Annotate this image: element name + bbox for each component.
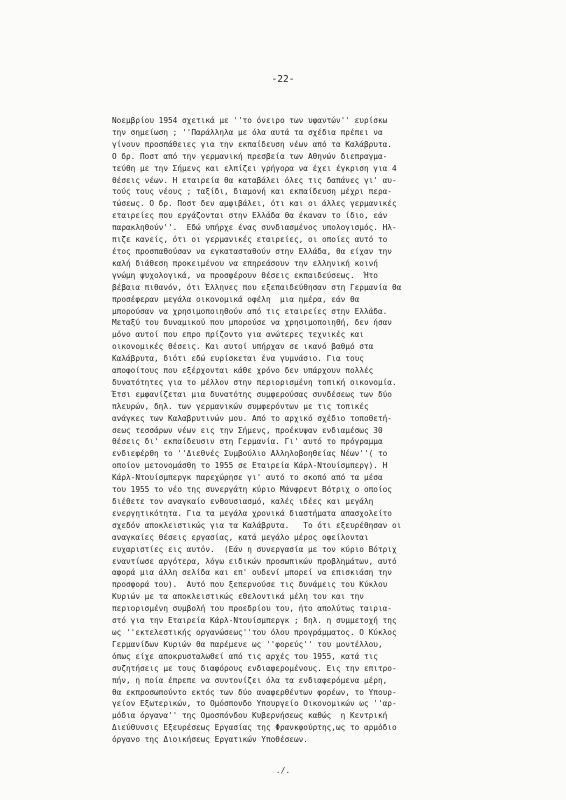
body-text — [112, 115, 542, 746]
text-line: μόνο αυτοί που επρο πρίζοντο για ανώτερες τεχνικές και — [112, 330, 364, 340]
text-line: μπορούσαν να χρησιμοποιηθούν από τις εταιρείες στην Ελλάδα. — [112, 306, 388, 316]
text-line: εναντίωσε αργότερα, λόγω ειδικών προσωπικών προβλημάτων, αυτό — [112, 556, 397, 566]
text-line: προσφορά του). Αυτό που ξεπερνούσε τις δυνάμεις του Κύκλου — [112, 580, 388, 590]
text-line: οικονομικές θέσεις. Και αυτοί υπήρχαν σε ικανό βαθμό στα — [112, 342, 374, 352]
text-line: ως ''εκτελεστικής οργανώσεως''του όλου προγράμματος. Ο Κύκλος — [112, 627, 397, 637]
text-line: ενεργητικότητα. Για τα μεγάλα χρονικά διαστήματα απασχολείτο — [112, 508, 392, 518]
text-line: Κυριών με τα αποκλειστικώς εθελοντικά μέλη του και την — [112, 592, 364, 602]
text-line: δυνατότητες για το μέλλον στην περιορισμένη τοπική οικονομία. — [112, 377, 397, 387]
text-line: τώσεως. Ο δρ. Ποστ δεν αμφιβάλει, ότι και οι άλλες γερμανικές — [112, 199, 397, 209]
text-line: Έτσι εμφανίζεται μια δυνατότης συμφερούσας συνδέσεως των δύο — [112, 389, 392, 399]
text-line: αφορά μια άλλη σελίδα και επ' ουδενί μπορεί να επισκιάση την — [112, 568, 392, 578]
text-line: μόδια όργανα'' της Ομοσπόνδου Κυβερνήσεως καθώς η Κεντρική — [112, 711, 388, 721]
text-line: όργανο της Διοικήσεως Εργατικών Υποθέσεων. — [112, 735, 308, 745]
text-line: Διεύθυνσις Εξευρέσεως Εργασίας της Φρανκφούρτης,ως το αρμόδιο — [112, 723, 397, 733]
text-line: ενδιεφέρθη το ''Διεθνές Συμβούλιο Αλληλοβοηθείας Νέων''( το — [112, 449, 388, 459]
text-line: Μεταξύ του δυναμικού που μπορούσε να χρησιμοποιηθή, δεν ήσαν — [112, 318, 392, 328]
text-line: σχεδόν αποκλειστικώς για τα Καλάβρυτα. Το ότι εξευρέθησαν οι — [112, 520, 402, 530]
text-line: στό για την Εταιρεία Κάρλ-Ντουίσμπεργκ ; δηλ. η συμμετοχή της — [112, 616, 397, 626]
text-line: θέσεις δι' εκπαίδευσιν στη Γερμανία. Γι' αυτό το πρόγραμμα — [112, 437, 383, 447]
text-line: διέθετε τον αναγκαίο ενθουσιασμό, καλές ιδέες και μεγάλη — [112, 497, 374, 506]
text-line: θέσεις νέων. Η εταιρεία θα καταβάλει όλες τις δαπάνες γι' αυ- — [112, 175, 397, 185]
text-line: καλή διάθεση προκειμένου να επηρεάσουν την ελληνική κοινή — [112, 258, 378, 268]
text-line: γνώμη ψυχολογικά, να προσφέρουν θέσεις εκπαιδεύσεως. Ήτο — [112, 270, 378, 280]
text-line: εταιρείες που εργάζονται στην Ελλάδα θα έκαναν το ίδιο, εάν — [112, 211, 388, 221]
text-line: Ο δρ. Ποστ από την γερμανική πρεσβεία των Αθηνών διεπραγμα- — [112, 151, 388, 161]
text-line: την σημείωση ; ''Παράλληλα με όλα αυτά τα σχέδια πρέπει να — [112, 127, 383, 137]
text-line: περιορισμένη συμβολή του προεδρίου του, ήτο απολύτως ταιρια- — [112, 604, 392, 614]
text-line: οποίον μετονομάσθη το 1955 σε Εταιρεία Κάρλ-Ντουίσμπεργ). Η — [112, 461, 388, 471]
text-line: Κάρλ-Ντουίσμπεργκ παρεχώρησε γι' αυτό το σκοπό από τα μέσα — [112, 473, 383, 483]
text-line: έτος προσπαθούσαν να εγκατασταθούν στην Ελλάδα, θα είχαν την — [112, 246, 392, 256]
text-line: πήν, η ποία έπρεπε να συντονίζει όλα τα ενδιαφερόμενα μέρη, — [112, 675, 388, 685]
text-line: παρακληθούν''. Εδώ υπήρχε ένας συνδιασμένος υπολογισμός. Ηλ- — [112, 223, 397, 233]
text-line: συζητήσεις με τους διαφόρους ενδιαφερομένους. Εις την επιτρο- — [112, 663, 397, 673]
text-line: προσέφεραν μεγάλα οικονομικά οφέλη μια ημέρα, εάν θα — [112, 294, 360, 304]
continuation-mark: ./. — [275, 766, 291, 775]
text-line: πλευρών, δηλ. των γερμανικών συμφερόντων με τις τοπικές — [112, 401, 369, 411]
text-line: γίνουν προσπάθειες για την εκπαίδευση νέων από τα Καλάβρυτα. — [112, 139, 392, 149]
text-line: Καλάβρυτα, διότι εδώ ευρίσκεται ένα γυμνάσιο. Για τους — [112, 354, 364, 364]
text-line: γείον Εξωτερικών, το Ομόσπονδο Υπουργείο Οικονομικών ως ''αρ- — [112, 699, 397, 709]
text-line: όπως είχε αποκρυσταλωθεί από τις αρχές του 1955, κατά τις — [112, 651, 378, 661]
page-number: -22- — [271, 74, 295, 85]
text-line: τούς τους νέους ; ταξίδι, διαμονή και εκπαίδευση μέχρι περα- — [112, 187, 392, 197]
text-line: αναγκαίες θέσεις εργασίας, κατά μεγάλο μέρος οφείλονται — [112, 532, 369, 542]
text-line: Γερμανίδων Κυριών θα παρέμενε ως ''φορεύς'' του μοντέλλου, — [112, 639, 383, 649]
text-line: θα εκπροσωπούντο εκτός των δύο αναφερθέντων φορέων, το Υπουρ- — [112, 687, 397, 697]
text-line: ευχαριστίες εις αυτόν. (Εάν η συνεργασία με τον κύριο Βότριχ — [112, 544, 397, 554]
text-line: τεύθη με την Σήμενς και ελπίζει γρήγορα να έχει έγκριση για 4 — [112, 163, 397, 173]
text-line: του 1955 το νέο της συνεργάτη κύριο Μάνφρεντ Βότριχ ο οποίος — [112, 485, 392, 495]
text-line: αποφοίτους που εξέρχονται κάθε χρόνο δεν υπάρχουν πολλές — [112, 366, 374, 376]
text-line: Νοεμβρίου 1954 σχετικά με ''το όνειρο των υφαντών'' ευρίσκω — [112, 116, 388, 125]
text-line: πιζε κανείς, ότι οι γερμανικές εταιρείες, οι οποίες αυτό το — [112, 235, 388, 245]
text-line: βέβαια πιθανόν, ότι Έλληνες που εξεπαιδεύθησαν στη Γερμανία θα — [112, 282, 402, 292]
text-line: ανάγκες των Καλαβρυτινών μου. Από το αρχικό σχέδιο τοποθετή- — [112, 413, 392, 423]
text-line: σεως τεσσάρων νέων εις την Σήμενς, προέκυψαν ενδιαμέσως 30 — [112, 425, 383, 435]
